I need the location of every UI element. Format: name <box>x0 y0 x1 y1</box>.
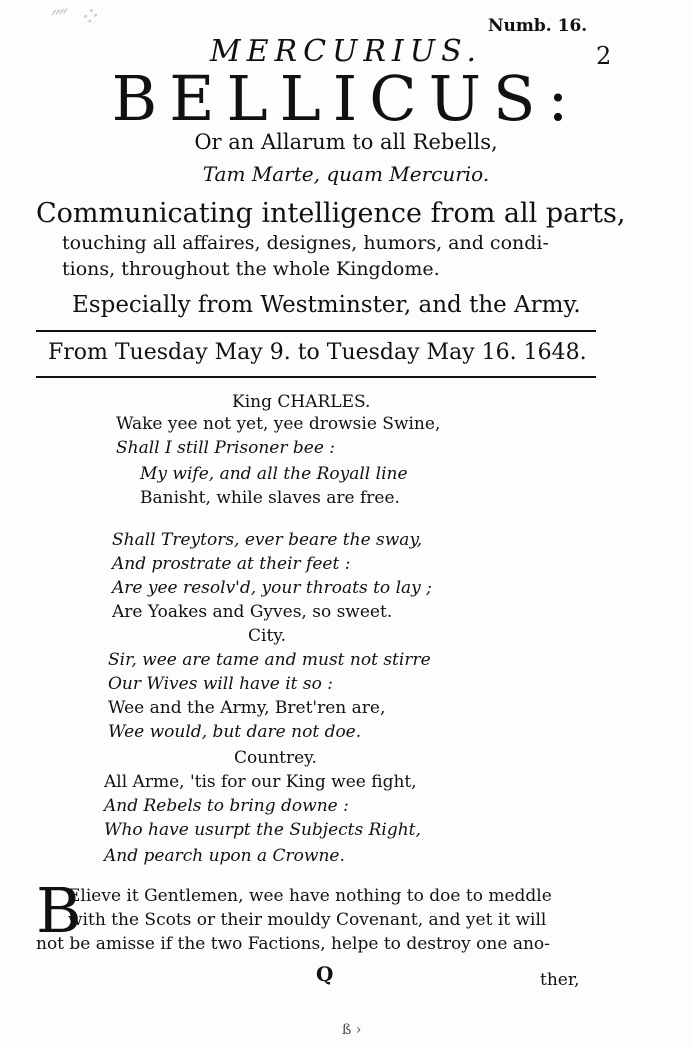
paragraph-line-2: with the Scots or their mouldy Covenant, and yet it will <box>68 910 547 930</box>
catchword: ther, <box>540 970 580 990</box>
verse-line: Banisht, while slaves are free. <box>140 488 400 508</box>
verse-line: And pearch upon a Crowne. <box>104 846 345 866</box>
verse-line: And Rebels to bring downe : <box>104 796 349 816</box>
verse-line: Our Wives will have it so : <box>108 674 334 694</box>
subtitle: Or an Allarum to all Rebells, <box>194 130 498 154</box>
latin-motto: Tam Marte, quam Mercurio. <box>202 162 490 186</box>
handwritten-page-mark: 2 <box>596 42 612 70</box>
description-line-3: tions, throughout the whole Kingdome. <box>62 258 440 280</box>
description-line-1: Communicating intelligence from all parts, <box>36 198 626 229</box>
verse-line: All Arme, 'tis for our King wee fight, <box>104 772 417 792</box>
verse-line: Who have usurpt the Subjects Right, <box>104 820 421 840</box>
paragraph-line-3: not be amisse if the two Factions, helpe to destroy one ano- <box>36 934 550 954</box>
issue-number: Numb. 16. <box>488 16 588 36</box>
paragraph-line-1: Elieve it Gentlemen, wee have nothing to doe to meddle <box>68 886 552 906</box>
drop-cap: B <box>36 874 82 947</box>
description-line-4: Especially from Westminster, and the Army. <box>72 292 581 318</box>
title-bellicus: BELLICUS: <box>111 62 581 135</box>
rule-top <box>36 330 596 332</box>
dateline: From Tuesday May 9. to Tuesday May 16. 1648. <box>48 340 587 365</box>
verse-speaker-king: King CHARLES. <box>232 392 371 412</box>
verse-line: My wife, and all the Royall line <box>140 464 408 484</box>
title-mercurius: MERCURIUS. <box>209 34 483 69</box>
verse-line: Sir, wee are tame and must not stirre <box>108 650 431 670</box>
verse-line: Wee and the Army, Bret'ren are, <box>108 698 386 718</box>
rule-bottom <box>36 376 596 378</box>
verse-line: Shall Treytors, ever beare the sway, <box>112 530 423 550</box>
faded-handwriting: ⁗ ⁘ <box>50 1 101 37</box>
verse-line: Wee would, but dare not doe. <box>108 722 362 742</box>
verse-line: Wake yee not yet, yee drowsie Swine, <box>116 414 441 434</box>
signature-mark: Q <box>316 962 334 986</box>
verse-speaker-city: City. <box>248 626 287 646</box>
verse-line: Shall I still Prisoner bee : <box>116 438 336 458</box>
verse-line: And prostrate at their feet : <box>112 554 351 574</box>
verse-line: Are Yoakes and Gyves, so sweet. <box>112 602 393 622</box>
verse-speaker-countrey: Countrey. <box>234 748 317 768</box>
footer-mark: ß › <box>342 1022 362 1038</box>
verse-line: Are yee resolv'd, your throats to lay ; <box>112 578 432 598</box>
description-line-2: touching all affaires, designes, humors, and condi- <box>62 232 549 254</box>
